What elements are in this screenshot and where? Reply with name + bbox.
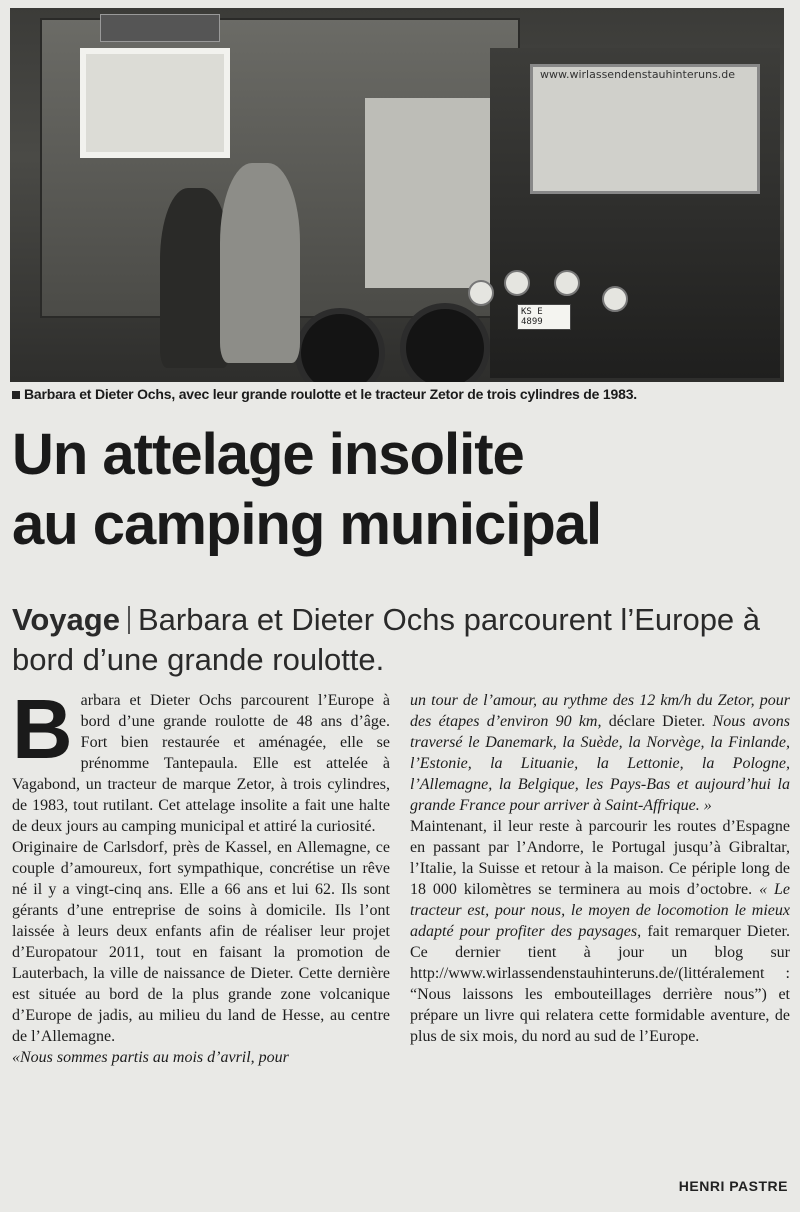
headline-line-1: Un attelage insolite <box>12 422 524 487</box>
quote-text: « Le tracteur est, pour nous, le moyen de locomotion le mieux adapté pour profiter des paysages, <box>410 881 791 940</box>
quote-text: Nous avons traversé le Danemark, la Suède, la Norvège, la Finlande, l’Estonie, la Lituanie, la Lettonie, la Pologne, l’Allemagne, la Belgique, les Pays-Bas et aujourd’hui la grande France pour arriver à Saint-Affrique. » <box>410 713 790 814</box>
author-signature: HENRI PASTRE <box>678 1178 788 1194</box>
photo-caption <box>12 386 788 402</box>
caption-text: Barbara et Dieter Ochs, avec leur grande roulotte et le tracteur Zetor de trois cylindres de 1983. <box>24 386 637 402</box>
kicker: Voyage <box>12 602 120 637</box>
license-plate: KS E 4899 <box>517 304 571 330</box>
caravan-wheel <box>295 308 385 382</box>
quote-text: «Nous sommes partis au mois d’avril, pour <box>12 1049 289 1066</box>
deck-text: Barbara et Dieter Ochs parcourent l’Europe à bord d’une grande roulotte. <box>12 602 761 677</box>
caption-bullet <box>12 391 20 399</box>
banner-url: www.wirlassendenstauhinteruns.de <box>540 68 736 81</box>
paragraph-text: Maintenant, il leur reste à parcourir les routes d’Espagne en passant par l’Andorre, le Portugal jusqu’à Gibraltar, l’Italie, la Suisse et retour à la maison. Ce périple long de 18 000 kilomètres se terminera au mois d’octobre. <box>410 818 790 898</box>
headlight-mid-left <box>504 270 530 296</box>
headline <box>12 420 788 560</box>
article-photo <box>10 8 784 382</box>
paragraph <box>12 682 390 837</box>
article-column-1 <box>12 682 390 1068</box>
headlight-right <box>602 286 628 312</box>
headlight-mid-right <box>554 270 580 296</box>
paragraph <box>410 690 790 816</box>
paragraph-text: arbara et Dieter Ochs parcourent l’Europe à bord d’une grande roulotte de 48 ans d’âge. Fort bien restaurée et aménagée, elle se prénomme Tantepaula. Elle est attelée à Vagabond, un tracteur de marque Zetor, à trois cylindres, de 1983, tout rutilant. Cet attelage insolite a fait une halte de deux jours au camping municipal et attiré la curiosité. <box>12 692 390 835</box>
paragraph-text: fait remarquer Dieter. Ce dernier tient à jour un blog sur http://www.wirlassendenstauhinteruns.de/(littéralement : “Nous laissons les embouteillages derrière nous”) et prépare un livre qui relatera cette formidable aventure, de plus de six mois, du nord au sud de l’Europe. <box>410 923 790 1045</box>
caravan-sign <box>100 14 220 42</box>
kicker-divider <box>128 606 130 634</box>
tractor-banner <box>530 64 760 194</box>
paragraph: Originaire de Carlsdorf, près de Kassel, en Allemagne, ce couple d’amoureux, fort sympathique, concrétise un rêve né il y a vingt-cinq ans. Elle a 66 ans et lui 62. Ils sont gérants d’une entreprise de soins à domicile. Ils l’ont laissée à leurs deux enfants afin de réaliser leur projet d’Europatour 2011, tout en faisant la promotion de Lauterbach, la ville de naissance de Dieter. Cette dernière est située au bord de la plus grande zone volcanique d’Europe de jadis, au milieu du land de Hesse, au centre de l’Allemagne. <box>12 839 390 1045</box>
paragraph-text: déclare Dieter. <box>601 713 713 730</box>
caravan-window <box>80 48 230 158</box>
headlight-left <box>468 280 494 306</box>
drop-cap: B <box>12 682 73 776</box>
quote-text: un tour de l’amour, au rythme des 12 km/h du Zetor, pour des étapes d’environ 90 km, <box>410 692 790 730</box>
caravan-poster <box>365 98 505 288</box>
paragraph <box>12 1047 390 1068</box>
headline-line-2: au camping municipal <box>12 492 602 557</box>
person-dieter <box>220 163 300 363</box>
deck <box>12 600 788 680</box>
paragraph <box>410 816 790 1047</box>
article-column-2 <box>410 690 790 1047</box>
